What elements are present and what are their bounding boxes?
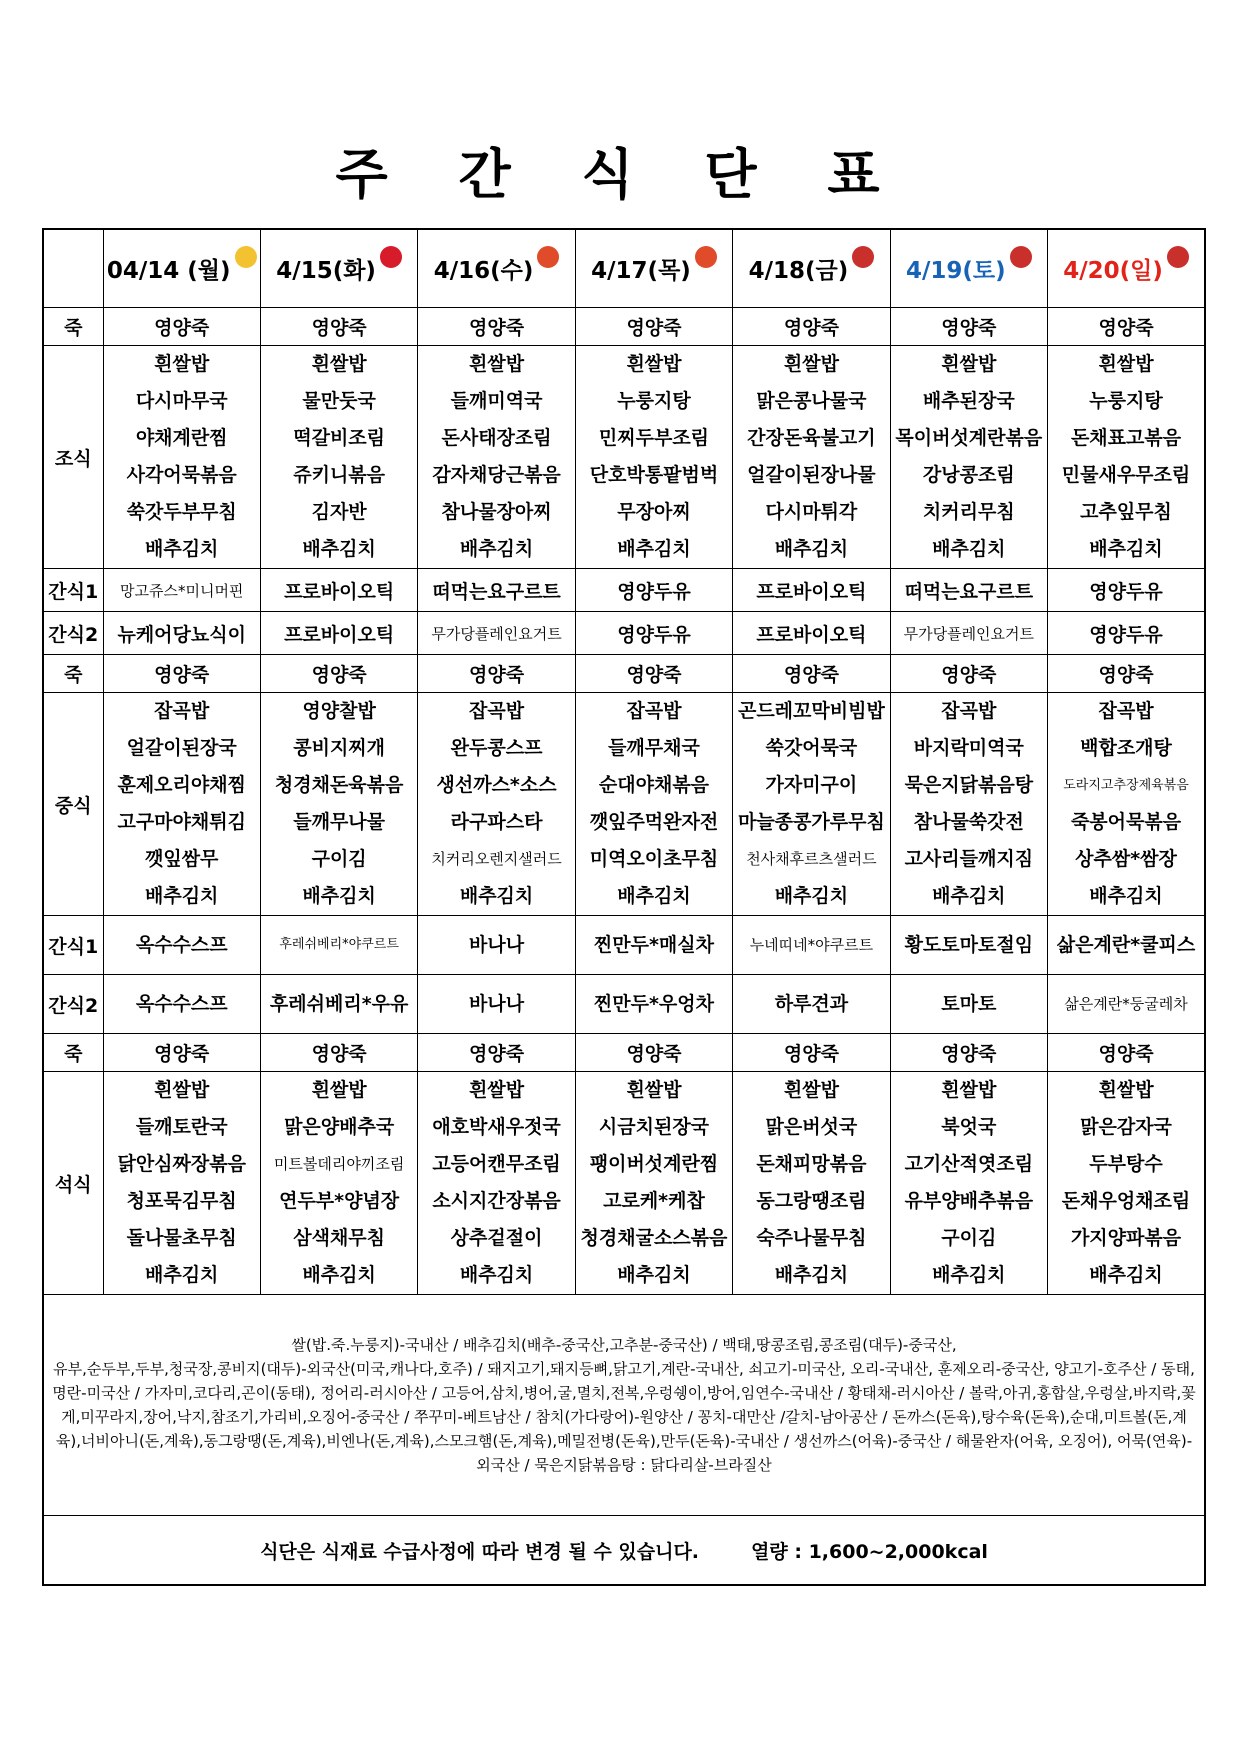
menu-cell: 프로바이오틱 bbox=[260, 569, 417, 612]
row-label: 간식1 bbox=[43, 916, 103, 975]
menu-item: 배추김치 bbox=[302, 1264, 376, 1286]
menu-cell: 후레쉬베리*우유 bbox=[260, 975, 417, 1034]
menu-cell bbox=[103, 693, 260, 916]
menu-item: 쑥갓어묵국 bbox=[765, 737, 858, 759]
menu-cell bbox=[890, 1072, 1047, 1295]
menu-item: 들깨무나물 bbox=[293, 811, 386, 833]
menu-cell: 영양죽 bbox=[103, 1034, 260, 1072]
menu-cell bbox=[733, 693, 890, 916]
calorie-text: 열량 : 1,600~2,000kcal bbox=[751, 1540, 988, 1563]
menu-cell: 무가당플레인요거트 bbox=[890, 612, 1047, 655]
row-label: 석식 bbox=[43, 1072, 103, 1295]
menu-item: 배추김치 bbox=[932, 885, 1006, 907]
menu-cell bbox=[260, 1072, 417, 1295]
menu-cell: 프로바이오틱 bbox=[260, 612, 417, 655]
menu-item: 북엇국 bbox=[941, 1116, 997, 1138]
menu-cell: 프로바이오틱 bbox=[733, 612, 890, 655]
menu-item: 배추김치 bbox=[145, 1264, 219, 1286]
snack1-pm-row bbox=[43, 916, 1205, 975]
day-header bbox=[733, 229, 890, 308]
menu-item: 팽이버섯계란찜 bbox=[589, 1153, 719, 1175]
menu-item: 흰쌀밥 bbox=[154, 1079, 210, 1101]
menu-item: 흰쌀밥 bbox=[311, 353, 367, 375]
menu-cell: 영양죽 bbox=[103, 308, 260, 346]
menu-cell: 바나나 bbox=[418, 916, 575, 975]
menu-item: 물만둣국 bbox=[302, 390, 376, 412]
menu-item: 배추김치 bbox=[1089, 885, 1163, 907]
menu-item: 묵은지닭볶음탕 bbox=[904, 774, 1034, 796]
menu-cell: 토마토 bbox=[890, 975, 1047, 1034]
page-title: 주 간 식 단 표 bbox=[335, 143, 906, 206]
menu-item: 잡곡밥 bbox=[154, 700, 210, 722]
dinner-row bbox=[43, 1072, 1205, 1295]
menu-item: 배추김치 bbox=[932, 538, 1006, 560]
menu-cell: 떠먹는요구르트 bbox=[890, 569, 1047, 612]
menu-item: 백합조개탕 bbox=[1080, 737, 1172, 759]
juk-row bbox=[43, 308, 1205, 346]
day-header bbox=[418, 229, 575, 308]
menu-item: 도라지고추장제육볶음 bbox=[1063, 778, 1189, 793]
menu-cell: 삶은계란*둥굴레차 bbox=[1048, 975, 1205, 1034]
menu-item: 배추김치 bbox=[459, 538, 534, 560]
menu-item: 청경채돈육볶음 bbox=[274, 774, 404, 796]
menu-item: 흰쌀밥 bbox=[469, 1079, 525, 1101]
menu-item: 잡곡밥 bbox=[1098, 700, 1154, 722]
origin-line: 쌀(밥.죽.누룽지)-국내산 / 배추김치(배추-중국산,고추분-중국산) / 백태,땅콩조림,콩조림(대두)-중국산, bbox=[291, 1336, 957, 1354]
menu-cell: 영양죽 bbox=[733, 1034, 890, 1072]
menu-item: 흰쌀밥 bbox=[626, 1079, 682, 1101]
menu-cell: 영양죽 bbox=[575, 308, 732, 346]
row-label: 중식 bbox=[43, 693, 103, 916]
menu-cell: 후레쉬베리*야쿠르트 bbox=[260, 916, 417, 975]
menu-item: 삼색채무침 bbox=[293, 1227, 386, 1249]
menu-item: 잡곡밥 bbox=[469, 700, 525, 722]
origin-line: 유부,순두부,두부,청국장,콩비지(대두)-외국산(미국,캐나다,호주) / 돼지고기,돼지등뼈,닭고기,계란-국내산, 쇠고기-미국산, 오리-국내산, 훈제오리-중국산, 양고기-호주산 / 동태,명란-미국산 / 가자미,코다리,곤이(동태), 정어리-러시아산 / 고등어,삼치,병어,굴,멸치,전복,우렁쉥이,방어,임연수-국내산 / 황태채-러시아산 / 볼락,아귀,홍합살,우렁살,바지락,꽃게,미꾸라지,장어,낙지,참조기,가리비,오징어-중국산 / 쭈꾸미-베트남산 / 참치(가다랑어)-원양산 / 꽁치-대만산 /갈치-남아공산 / 돈까스(돈육),탕수육(돈육),순대,미트볼(돈,계육),너비아니(돈,계육),동그랑땡(돈,계육),비엔나(돈,계육),스모크햄(돈,계육),메밀전병(돈육),만두(돈육)-국내산 / 생선까스(어육)-중국산 / 해물완자(어육, 오징어), 어묵(연육)-외국산 / 묵은지닭볶음탕 : 닭다리살-브라질산 bbox=[52, 1360, 1196, 1474]
menu-item: 맑은감자국 bbox=[1080, 1116, 1172, 1138]
menu-cell: 영양죽 bbox=[418, 308, 575, 346]
day-label: 4/17(목) bbox=[591, 258, 691, 284]
menu-item: 숙주나물무침 bbox=[756, 1227, 867, 1249]
menu-item: 배추김치 bbox=[774, 885, 849, 907]
juk-row bbox=[43, 655, 1205, 693]
menu-item: 흰쌀밥 bbox=[311, 1079, 367, 1101]
notice-text: 식단은 식재료 수급사정에 따라 변경 될 수 있습니다. bbox=[260, 1540, 700, 1563]
menu-item: 흰쌀밥 bbox=[783, 1079, 839, 1101]
row-label: 죽 bbox=[43, 1034, 103, 1072]
header-row bbox=[43, 229, 1205, 308]
menu-cell bbox=[1048, 1072, 1205, 1295]
menu-item: 다시마튀각 bbox=[765, 501, 858, 523]
weekly-menu-table bbox=[42, 228, 1206, 1586]
menu-cell bbox=[418, 346, 575, 569]
menu-cell: 영양죽 bbox=[733, 308, 890, 346]
menu-item: 배추된장국 bbox=[922, 390, 1015, 412]
fruit-icon bbox=[537, 246, 559, 268]
menu-cell: 뉴케어당뇨식이 bbox=[103, 612, 260, 655]
menu-item: 돌나물초무침 bbox=[126, 1227, 237, 1249]
menu-cell bbox=[1048, 346, 1205, 569]
menu-cell: 영양두유 bbox=[575, 569, 732, 612]
menu-cell: 황도토마토절임 bbox=[890, 916, 1047, 975]
menu-item: 쥬키니볶음 bbox=[293, 464, 386, 486]
menu-item: 고구마야채튀김 bbox=[117, 811, 246, 833]
menu-item: 돈사태장조림 bbox=[441, 427, 552, 449]
day-label: 4/20(일) bbox=[1063, 258, 1163, 284]
menu-item: 라구파스타 bbox=[450, 811, 543, 833]
menu-item: 목이버섯계란볶음 bbox=[895, 427, 1043, 449]
menu-item: 민물새우무조림 bbox=[1061, 464, 1191, 486]
menu-item: 치커리무침 bbox=[922, 501, 1015, 523]
menu-item: 고로케*케찹 bbox=[603, 1190, 705, 1212]
menu-cell: 영양죽 bbox=[575, 1034, 732, 1072]
footer-row bbox=[43, 1516, 1205, 1586]
menu-cell bbox=[103, 346, 260, 569]
menu-item: 김자반 bbox=[311, 501, 367, 523]
row-label: 죽 bbox=[43, 655, 103, 693]
day-header bbox=[575, 229, 732, 308]
menu-item: 콩비지찌개 bbox=[293, 737, 386, 759]
menu-item: 영양찰밥 bbox=[302, 700, 376, 722]
menu-item: 구이김 bbox=[941, 1227, 997, 1249]
menu-cell: 영양죽 bbox=[103, 655, 260, 693]
menu-item: 다시마무국 bbox=[135, 390, 228, 412]
fruit-icon bbox=[852, 246, 874, 268]
menu-item: 감자채당근볶음 bbox=[432, 464, 561, 486]
lunch-row bbox=[43, 693, 1205, 916]
menu-item: 배추김치 bbox=[145, 885, 219, 907]
menu-item: 단호박통팥범벅 bbox=[589, 464, 719, 486]
breakfast-row bbox=[43, 346, 1205, 569]
menu-item: 상추쌈*쌈장 bbox=[1075, 848, 1177, 870]
menu-item: 쑥갓두부무침 bbox=[126, 501, 237, 523]
menu-item: 배추김치 bbox=[774, 538, 849, 560]
menu-item: 깻잎쌈무 bbox=[145, 848, 219, 870]
menu-item: 유부양배추볶음 bbox=[904, 1190, 1034, 1212]
menu-cell: 영양죽 bbox=[890, 308, 1047, 346]
origin-row bbox=[43, 1295, 1205, 1516]
menu-item: 간장돈육불고기 bbox=[747, 427, 876, 449]
menu-cell: 영양죽 bbox=[575, 655, 732, 693]
fruit-icon bbox=[1167, 246, 1189, 268]
menu-item: 연두부*양념장 bbox=[279, 1190, 400, 1212]
menu-item: 고사리들깨지짐 bbox=[904, 848, 1034, 870]
menu-item: 참나물장아찌 bbox=[441, 501, 552, 523]
menu-cell: 영양두유 bbox=[575, 612, 732, 655]
fruit-icon bbox=[695, 246, 717, 268]
menu-item: 들깨토란국 bbox=[135, 1116, 228, 1138]
menu-item: 누룽지탕 bbox=[617, 390, 691, 412]
menu-item: 두부탕수 bbox=[1089, 1153, 1163, 1175]
row-label: 간식2 bbox=[43, 612, 103, 655]
menu-cell: 영양두유 bbox=[1048, 569, 1205, 612]
menu-item: 동그랑땡조림 bbox=[756, 1190, 867, 1212]
snack1-am-row bbox=[43, 569, 1205, 612]
banana-icon bbox=[235, 246, 257, 268]
menu-cell bbox=[575, 1072, 732, 1295]
menu-item: 흰쌀밥 bbox=[941, 1079, 997, 1101]
menu-cell bbox=[733, 346, 890, 569]
row-label: 간식2 bbox=[43, 975, 103, 1034]
menu-item: 배추김치 bbox=[302, 538, 376, 560]
day-label: 04/14 (월) bbox=[106, 258, 231, 284]
row-label: 죽 bbox=[43, 308, 103, 346]
menu-item: 애호박새우젓국 bbox=[432, 1116, 561, 1138]
menu-item: 흰쌀밥 bbox=[154, 353, 210, 375]
menu-item: 고추잎무침 bbox=[1080, 501, 1172, 523]
menu-item: 흰쌀밥 bbox=[1098, 353, 1154, 375]
menu-cell: 영양두유 bbox=[1048, 612, 1205, 655]
menu-item: 배추김치 bbox=[459, 885, 534, 907]
menu-item: 돈채피망볶음 bbox=[756, 1153, 867, 1175]
menu-item: 배추김치 bbox=[617, 1264, 691, 1286]
day-header bbox=[1048, 229, 1205, 308]
day-label: 4/16(수) bbox=[433, 258, 534, 284]
menu-item: 배추김치 bbox=[459, 1264, 534, 1286]
menu-item: 얼갈이된장국 bbox=[126, 737, 237, 759]
row-label: 조식 bbox=[43, 346, 103, 569]
menu-cell: 떠먹는요구르트 bbox=[418, 569, 575, 612]
menu-cell: 영양죽 bbox=[1048, 655, 1205, 693]
menu-cell: 무가당플레인요거트 bbox=[418, 612, 575, 655]
menu-item: 돈채표고볶음 bbox=[1070, 427, 1182, 449]
menu-cell: 옥수수스프 bbox=[103, 916, 260, 975]
menu-cell: 누네띠네*야쿠르트 bbox=[733, 916, 890, 975]
menu-item: 소시지간장볶음 bbox=[432, 1190, 561, 1212]
corner-cell bbox=[43, 229, 103, 308]
menu-item: 배추김치 bbox=[774, 1264, 849, 1286]
menu-item: 청포묵김무침 bbox=[126, 1190, 237, 1212]
menu-item: 배추김치 bbox=[1089, 1264, 1163, 1286]
menu-item: 고기산적엿조림 bbox=[904, 1153, 1034, 1175]
menu-item: 치커리오렌지샐러드 bbox=[431, 850, 562, 868]
menu-cell bbox=[260, 693, 417, 916]
menu-item: 가지양파볶음 bbox=[1070, 1227, 1182, 1249]
menu-item: 누룽지탕 bbox=[1089, 390, 1163, 412]
menu-item: 강낭콩조림 bbox=[922, 464, 1015, 486]
menu-cell bbox=[260, 346, 417, 569]
menu-cell bbox=[575, 693, 732, 916]
menu-cell: 삶은계란*쿨피스 bbox=[1048, 916, 1205, 975]
menu-item: 흰쌀밥 bbox=[469, 353, 525, 375]
menu-item: 배추김치 bbox=[617, 538, 691, 560]
menu-cell bbox=[418, 693, 575, 916]
menu-item: 배추김치 bbox=[617, 885, 691, 907]
origin-info bbox=[43, 1295, 1205, 1516]
menu-item: 흰쌀밥 bbox=[626, 353, 682, 375]
menu-cell: 영양죽 bbox=[418, 1034, 575, 1072]
menu-cell: 망고쥬스*미니머핀 bbox=[103, 569, 260, 612]
menu-item: 배추김치 bbox=[932, 1264, 1006, 1286]
menu-cell bbox=[1048, 693, 1205, 916]
menu-item: 천사채후르츠샐러드 bbox=[746, 850, 877, 868]
menu-cell: 바나나 bbox=[418, 975, 575, 1034]
menu-cell bbox=[103, 1072, 260, 1295]
menu-item: 배추김치 bbox=[145, 538, 219, 560]
menu-item: 곤드레꼬막비빔밥 bbox=[737, 700, 885, 722]
menu-cell: 영양죽 bbox=[1048, 1034, 1205, 1072]
menu-item: 들깨무채국 bbox=[608, 737, 700, 759]
menu-item: 미트볼데리야끼조림 bbox=[273, 1155, 405, 1173]
menu-item: 닭안심짜장볶음 bbox=[117, 1153, 246, 1175]
menu-item: 들깨미역국 bbox=[450, 390, 543, 412]
day-header bbox=[260, 229, 417, 308]
menu-cell: 찐만두*매실차 bbox=[575, 916, 732, 975]
cherry-icon bbox=[380, 246, 402, 268]
menu-item: 상추겉절이 bbox=[450, 1227, 543, 1249]
menu-item: 맑은버섯국 bbox=[765, 1116, 858, 1138]
menu-item: 떡갈비조림 bbox=[293, 427, 386, 449]
menu-cell: 영양죽 bbox=[260, 308, 417, 346]
menu-item: 완두콩스프 bbox=[450, 737, 543, 759]
menu-cell bbox=[890, 346, 1047, 569]
menu-item: 흰쌀밥 bbox=[1098, 1079, 1154, 1101]
menu-item: 돈채우엉채조림 bbox=[1061, 1190, 1191, 1212]
menu-item: 민찌두부조림 bbox=[598, 427, 710, 449]
menu-cell: 영양죽 bbox=[260, 1034, 417, 1072]
snack2-pm-row bbox=[43, 975, 1205, 1034]
menu-item: 마늘종콩가루무침 bbox=[737, 811, 885, 833]
menu-cell: 프로바이오틱 bbox=[733, 569, 890, 612]
menu-cell: 영양죽 bbox=[418, 655, 575, 693]
menu-item: 배추김치 bbox=[302, 885, 376, 907]
day-label: 4/15(화) bbox=[276, 258, 376, 284]
menu-cell: 찐만두*우엉차 bbox=[575, 975, 732, 1034]
menu-item: 참나물쑥갓전 bbox=[913, 811, 1024, 833]
day-header bbox=[103, 229, 260, 308]
menu-item: 죽봉어묵볶음 bbox=[1070, 811, 1182, 833]
fruit-icon bbox=[1010, 246, 1032, 268]
menu-item: 순대야채볶음 bbox=[598, 774, 710, 796]
menu-cell bbox=[418, 1072, 575, 1295]
menu-item: 가자미구이 bbox=[765, 774, 858, 796]
day-header bbox=[890, 229, 1047, 308]
juk-row bbox=[43, 1034, 1205, 1072]
menu-item: 잡곡밥 bbox=[941, 700, 997, 722]
menu-cell: 하루견과 bbox=[733, 975, 890, 1034]
menu-item: 배추김치 bbox=[1089, 538, 1163, 560]
menu-cell bbox=[890, 693, 1047, 916]
menu-item: 사각어묵볶음 bbox=[126, 464, 237, 486]
menu-item: 바지락미역국 bbox=[913, 737, 1024, 759]
menu-item: 시금치된장국 bbox=[598, 1116, 710, 1138]
menu-item: 고등어캔무조림 bbox=[432, 1153, 561, 1175]
menu-item: 야채계란찜 bbox=[135, 427, 228, 449]
footer-cell bbox=[43, 1516, 1205, 1586]
menu-item: 얼갈이된장나물 bbox=[747, 464, 876, 486]
menu-cell: 영양죽 bbox=[733, 655, 890, 693]
menu-cell: 영양죽 bbox=[890, 655, 1047, 693]
menu-item: 청경채굴소스볶음 bbox=[580, 1227, 728, 1249]
menu-item: 생선까스*소스 bbox=[436, 774, 557, 796]
menu-item: 맑은양배추국 bbox=[284, 1116, 395, 1138]
menu-item: 흰쌀밥 bbox=[941, 353, 997, 375]
menu-cell: 영양죽 bbox=[1048, 308, 1205, 346]
snack2-am-row bbox=[43, 612, 1205, 655]
day-label: 4/18(금) bbox=[748, 258, 849, 284]
day-label: 4/19(토) bbox=[905, 258, 1006, 284]
menu-cell bbox=[575, 346, 732, 569]
menu-cell: 영양죽 bbox=[260, 655, 417, 693]
menu-item: 깻잎주먹완자전 bbox=[589, 811, 719, 833]
menu-cell: 영양죽 bbox=[890, 1034, 1047, 1072]
menu-item: 흰쌀밥 bbox=[783, 353, 839, 375]
menu-cell: 옥수수스프 bbox=[103, 975, 260, 1034]
menu-item: 구이김 bbox=[311, 848, 367, 870]
menu-item: 맑은콩나물국 bbox=[756, 390, 867, 412]
menu-item: 미역오이초무침 bbox=[589, 848, 719, 870]
menu-item: 무장아찌 bbox=[617, 501, 691, 523]
menu-cell bbox=[733, 1072, 890, 1295]
menu-item: 잡곡밥 bbox=[626, 700, 682, 722]
row-label: 간식1 bbox=[43, 569, 103, 612]
menu-item: 훈제오리야채찜 bbox=[117, 774, 246, 796]
